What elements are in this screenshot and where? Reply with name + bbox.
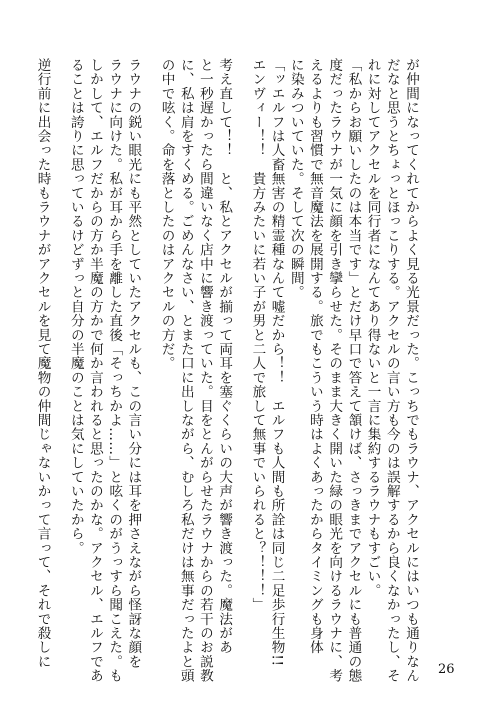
text-line: が仲間になってくれてからよく見る光景だった。こっちでもラウナ、アクセルにはいつも通りなん xyxy=(403,58,419,683)
text-line: ることは誇りに思っているけどずっと自分の半魔のことは気にしていたから。 xyxy=(67,58,84,555)
text-line: えるよりも習慣で無音魔法を展開する。旅でもこういう時はよくあったからタイミングも身体 xyxy=(306,58,323,655)
text-line: の中で呟く。命を落としたのはアクセルの方だ。 xyxy=(158,58,175,371)
text-line: ラウナに向けた。私が耳から手を離した直後「そっちかよ……」と呟くのがうっすら聞こえた。も xyxy=(106,58,123,683)
text-line: 考え直して！！ と、私とアクセルが揃って両耳を塞ぐくらいの大声が響き渡った。魔法があ xyxy=(216,58,233,655)
text-line: と一秒遅かったら間違いなく店中に響き渡っていた。目をとんがらせたラウナからの若干のお説教 xyxy=(196,58,213,683)
text-line: 「ッエルフは人畜無害の精霊種なんて嘘だから！！ エルフも人間も所詮は同じ二足歩行生物!! xyxy=(268,58,285,667)
text-line: 逆行前に出会った時もラウナがアクセルを見て魔物の仲間じゃないかって言って、それで殺しに xyxy=(34,58,51,669)
text-line: 「私からお願いしたのは本当です」とだけ早口で答えて頷けば、さっきまでアクセルにも普通の態 xyxy=(345,58,362,683)
text-line: しかして、エルフだからの方か半魔の方かで何か言われると思ったのかな。アクセル、エルフであ xyxy=(86,58,103,683)
text-line: れに対してアクセルを同行者になんてあり得ないと一言に集約するラウナもすごい。 xyxy=(364,58,381,598)
text-line: だなと思うとちょっとほっこりする。アクセルの言い方も今のは誤解するから良くなかったし、そ xyxy=(383,58,400,683)
page-number: 26 xyxy=(438,662,455,677)
text-line: に、私は肩をすくめる。ごめんなさい、とまた口に出しながら、むしろ私だけは無事だったよと頭 xyxy=(177,58,194,683)
vertical-text-body xyxy=(34,58,420,683)
text-line: 度だったラウナが一気に顔を引き攣らせた。そのまま大きく開いた緑の眼光を向けるラウナに、考 xyxy=(326,58,343,683)
text-line: ラウナの鋭い眼光にも平然としていたアクセルも、この言い分には耳を押さえながら怪訝な顔を xyxy=(125,58,142,669)
text-line: に染みついていた。そして次の瞬間。 xyxy=(287,58,304,300)
text-line: エンヴィー！！ 貴方みたいに若い子が男と二人で旅して無事でいられると？！！！」 xyxy=(249,58,266,612)
